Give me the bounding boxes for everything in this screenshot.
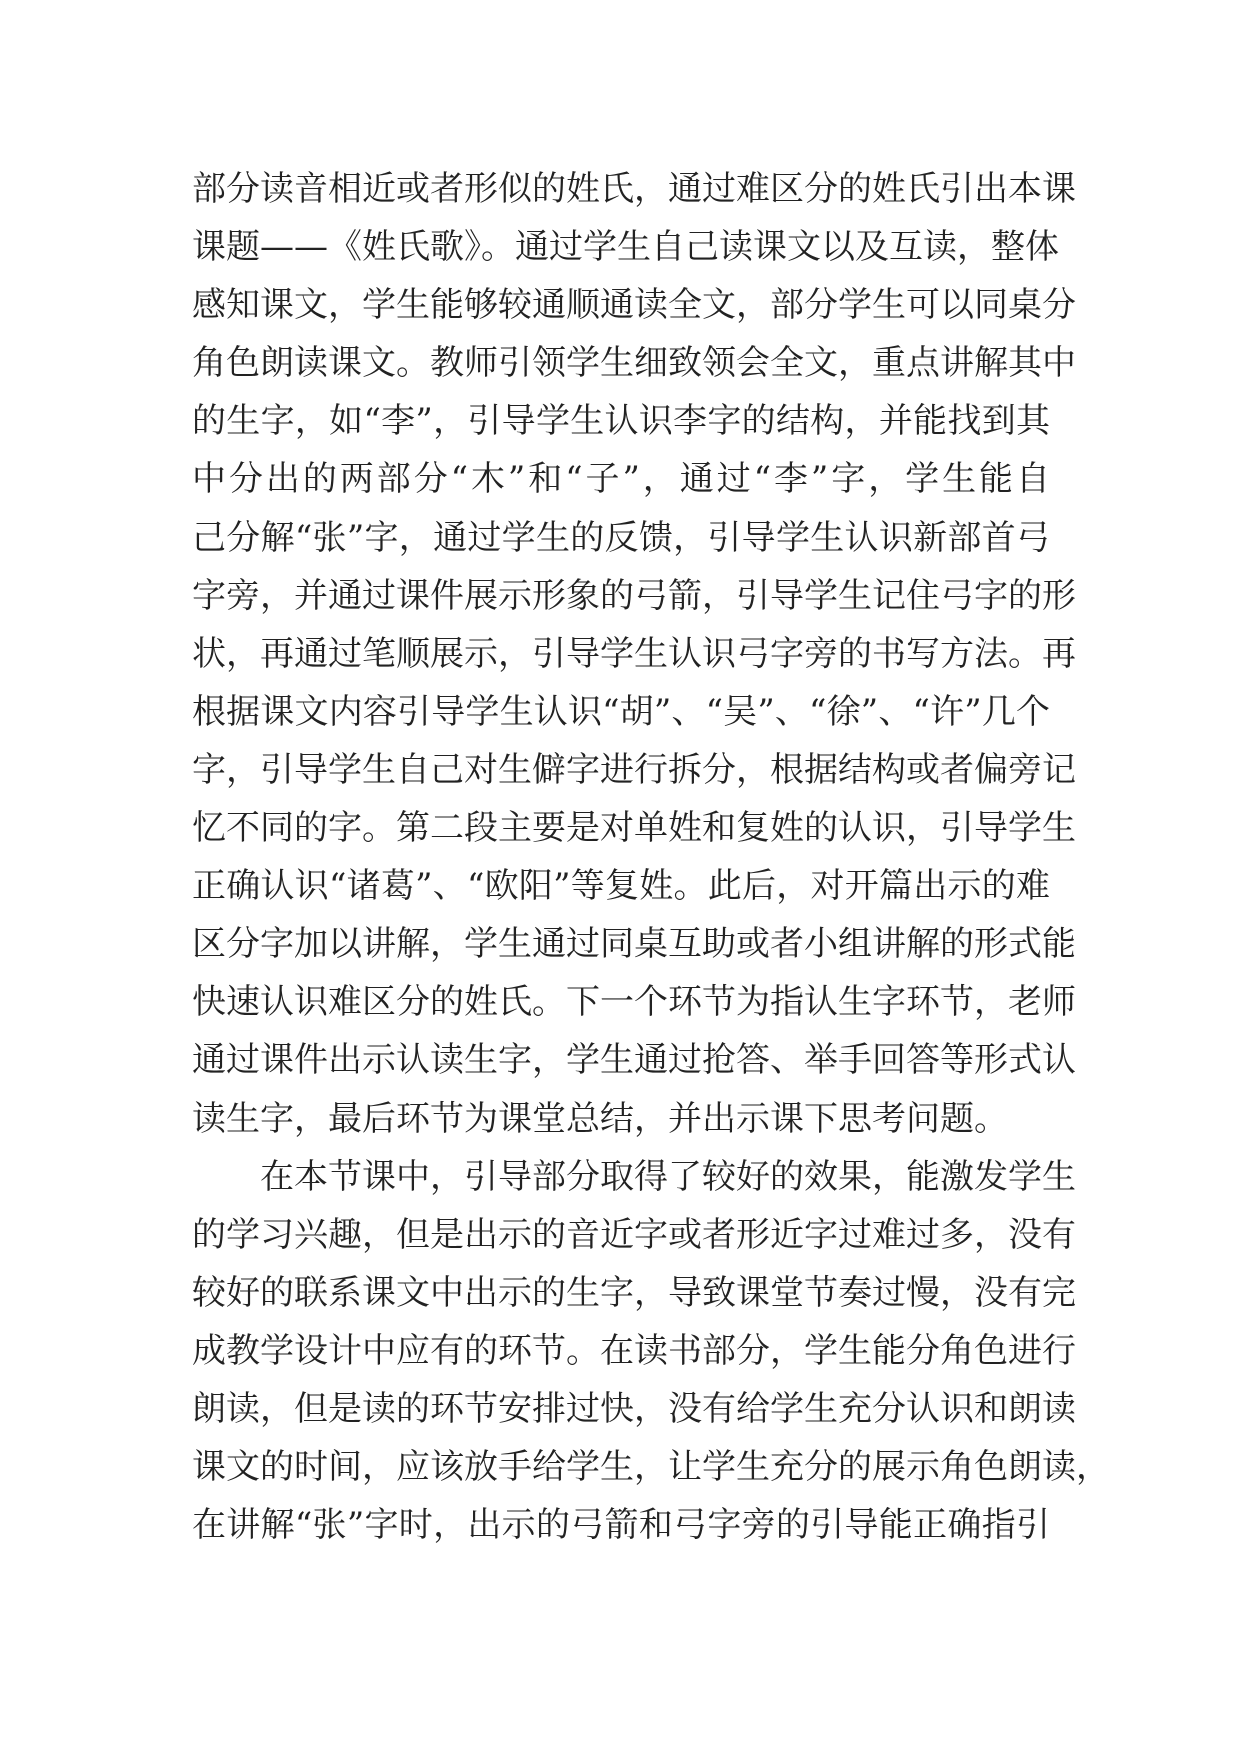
document-body [192, 160, 1110, 1554]
text-line: 中分出的两部分“木”和“子”，通过“李”字，学生能自 [192, 459, 1050, 500]
text-line: 区分字加以讲解，学生通过同桌互助或者小组讲解的形式能 [192, 924, 1076, 965]
text-line: 在讲解“张”字时，出示的弓箭和弓字旁的引导能正确指引 [192, 1505, 1050, 1546]
text-line: 通过课件出示认读生字，学生通过抢答、举手回答等形式认 [192, 1040, 1076, 1081]
text-line: 角色朗读课文。教师引领学生细致领会全文，重点讲解其中 [192, 343, 1076, 384]
text-line: 部分读音相近或者形似的姓氏，通过难区分的姓氏引出本课 [192, 169, 1076, 209]
text-line: 正确认识“诸葛”、“欧阳”等复姓。此后，对开篇出示的难 [192, 866, 1050, 907]
text-line: 感知课文，学生能够较通顺通读全文，部分学生可以同桌分 [192, 285, 1076, 326]
paragraph-start-line: 在本节课中，引导部分取得了较好的效果，能激发学生 [260, 1156, 1076, 1197]
text-line: 课文的时间，应该放手给学生，让学生充分的展示角色朗读， [192, 1447, 1110, 1488]
text-line: 的学习兴趣，但是出示的音近字或者形近字过难过多，没有 [192, 1214, 1076, 1255]
text-line: 的生字，如“李”，引导学生认识李字的结构，并能找到其 [192, 401, 1050, 442]
text-line: 状，再通过笔顺展示，引导学生认识弓字旁的书写方法。再 [192, 633, 1076, 674]
text-line: 根据课文内容引导学生认识“胡”、“吴”、“徐”、“许”几个 [192, 691, 1050, 732]
text-line: 课题——《姓氏歌》。通过学生自己读课文以及互读，整体 [192, 227, 1059, 268]
text-line: 忆不同的字。第二段主要是对单姓和复姓的认识，引导学生 [192, 808, 1076, 849]
text-line: 己分解“张”字，通过学生的反馈，引导学生认识新部首弓 [192, 517, 1050, 558]
text-line: 字旁，并通过课件展示形象的弓箭，引导学生记住弓字的形 [192, 575, 1076, 616]
text-line: 朗读，但是读的环节安排过快，没有给学生充分认识和朗读 [192, 1388, 1076, 1429]
text-line: 较好的联系课文中出示的生字，导致课堂节奏过慢，没有完 [192, 1272, 1076, 1313]
paragraph-end-line: 读生字，最后环节为课堂总结，并出示课下思考问题。 [192, 1098, 1008, 1139]
text-line: 快速认识难区分的姓氏。下一个环节为指认生字环节，老师 [192, 982, 1076, 1023]
text-line: 字，引导学生自己对生僻字进行拆分，根据结构或者偏旁记 [192, 749, 1076, 790]
text-line: 成教学设计中应有的环节。在读书部分，学生能分角色进行 [192, 1330, 1076, 1371]
